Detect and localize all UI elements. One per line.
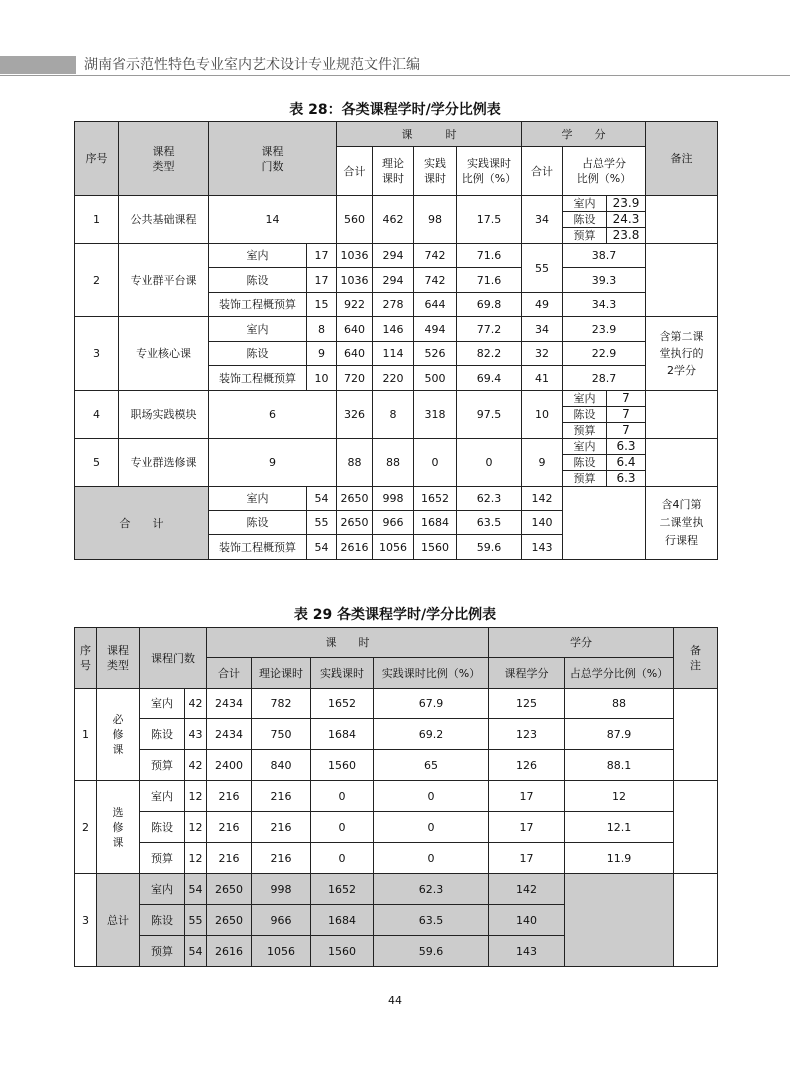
t29-h-credit-ratio: 占总学分比例（%） — [565, 658, 674, 689]
t28-r4-sub-label: 室内 — [563, 391, 607, 407]
t29-g1-total: 2434 — [207, 689, 252, 719]
t28-r4-sub-val: 7 — [607, 391, 646, 407]
t29-g3-credit: 143 — [489, 936, 565, 967]
t29-h-credits: 学分 — [489, 628, 674, 658]
t29-g3-name: 预算 — [140, 936, 185, 967]
t28-total-count: 55 — [307, 511, 337, 535]
t29-g1-practice: 1684 — [311, 719, 374, 750]
t28-r1-practice: 98 — [414, 196, 457, 244]
t28-r1-ratio: 17.5 — [457, 196, 522, 244]
t29-g3-count: 54 — [185, 936, 207, 967]
t28-r4-note — [646, 391, 718, 439]
t28-r5-sub-val: 6.4 — [607, 455, 646, 471]
t28-h-note: 备注 — [646, 122, 718, 196]
t28-total-credit: 143 — [522, 535, 563, 560]
t29-g1-ratio: 67.9 — [374, 689, 489, 719]
t28-r4-credit: 10 — [522, 391, 563, 439]
t28-r3-name: 装饰工程概预算 — [209, 366, 307, 391]
t28-total-count: 54 — [307, 487, 337, 511]
t28-h-count: 课程 门数 — [209, 122, 337, 196]
t29-g3-credit: 140 — [489, 905, 565, 936]
t28-r2-name: 陈设 — [209, 268, 307, 293]
t29-g2-type: 选 修 课 — [97, 781, 140, 874]
t28-h-type: 课程 类型 — [119, 122, 209, 196]
t28-r1-theory: 462 — [373, 196, 414, 244]
t28-r5-note — [646, 439, 718, 487]
t29-g3-theory: 966 — [252, 905, 311, 936]
t29-g2-name: 陈设 — [140, 812, 185, 843]
t28-r1-total: 560 — [337, 196, 373, 244]
t29-g3-practice: 1652 — [311, 874, 374, 905]
t28-h-theory: 理论 课时 — [373, 147, 414, 196]
t28-r2-name: 室内 — [209, 244, 307, 268]
t29-g1-credit: 126 — [489, 750, 565, 781]
t28-r1-sub-val: 24.3 — [607, 212, 646, 228]
t28-r3-count: 8 — [307, 317, 337, 342]
t29-g1-ratio: 69.2 — [374, 719, 489, 750]
t28-r2-type: 专业群平台课 — [119, 244, 209, 317]
t29-g3-total: 2650 — [207, 874, 252, 905]
t29-g3-count: 55 — [185, 905, 207, 936]
t29-g3-total: 2616 — [207, 936, 252, 967]
t28-total-credit: 142 — [522, 487, 563, 511]
t29-g3-theory: 998 — [252, 874, 311, 905]
t28-r3-practice: 500 — [414, 366, 457, 391]
t28-total-total: 2650 — [337, 487, 373, 511]
t28-r2-practice: 644 — [414, 293, 457, 317]
t29-g1-type: 必 修 课 — [97, 689, 140, 781]
t28-r2-count: 17 — [307, 244, 337, 268]
t28-r3-credit: 32 — [522, 342, 563, 366]
t29-g3-ratio: 62.3 — [374, 874, 489, 905]
t28-r2-total: 922 — [337, 293, 373, 317]
t28-r3-ratio: 77.2 — [457, 317, 522, 342]
t29-g2-credit: 17 — [489, 843, 565, 874]
t29-g1-total: 2400 — [207, 750, 252, 781]
table-row — [75, 317, 718, 342]
t28-r4-type: 职场实践模块 — [119, 391, 209, 439]
t28-r4-sub-val: 7 — [607, 407, 646, 423]
t28-r2-total: 1036 — [337, 244, 373, 268]
t28-r2-theory: 294 — [373, 268, 414, 293]
t29-g2-credit-ratio: 12 — [565, 781, 674, 812]
t29-g3-seq: 3 — [75, 874, 97, 967]
t28-h-hours: 课 时 — [337, 122, 522, 147]
t28-r1-sub-label: 陈设 — [563, 212, 607, 228]
t28-h-total: 合计 — [337, 147, 373, 196]
t28-r1-sub-val: 23.8 — [607, 228, 646, 244]
t29-g2-theory: 216 — [252, 843, 311, 874]
t28-r2-ratio: 71.6 — [457, 268, 522, 293]
t29-g1-practice: 1560 — [311, 750, 374, 781]
t28-r3-practice: 494 — [414, 317, 457, 342]
t28-r4-practice: 318 — [414, 391, 457, 439]
t29-g1-seq: 1 — [75, 689, 97, 781]
t29-g1-credit: 123 — [489, 719, 565, 750]
t29-g1-note — [674, 689, 718, 781]
t28-total-theory: 998 — [373, 487, 414, 511]
t28-r3-name: 室内 — [209, 317, 307, 342]
t28-h-credit-ratio: 占总学分 比例（%） — [563, 147, 646, 196]
t29-h-count: 课程门数 — [140, 628, 207, 689]
t28-r5-theory: 88 — [373, 439, 414, 487]
t28-h-credits: 学 分 — [522, 122, 646, 147]
t28-r4-ratio: 97.5 — [457, 391, 522, 439]
t29-h-note: 备 注 — [674, 628, 718, 689]
t28-total-theory: 966 — [373, 511, 414, 535]
t28-r2-credit-ratio: 34.3 — [563, 293, 646, 317]
table-row — [75, 487, 718, 511]
t28-r5-credit: 9 — [522, 439, 563, 487]
t28-total-ratio: 63.5 — [457, 511, 522, 535]
t28-r3-credit: 34 — [522, 317, 563, 342]
t29-g3-total: 2650 — [207, 905, 252, 936]
t28-r2-credit: 49 — [522, 293, 563, 317]
t29-g3-practice: 1684 — [311, 905, 374, 936]
table-row — [75, 439, 718, 455]
t29-g2-theory: 216 — [252, 812, 311, 843]
t28-r5-sub-val: 6.3 — [607, 439, 646, 455]
t28-r2-note — [646, 244, 718, 317]
t29-h-ratio: 实践课时比例（%） — [374, 658, 489, 689]
table28 — [74, 121, 718, 560]
t29-g1-name: 预算 — [140, 750, 185, 781]
t29-g2-practice: 0 — [311, 843, 374, 874]
t29-g2-name: 室内 — [140, 781, 185, 812]
t28-r1-seq: 1 — [75, 196, 119, 244]
t28-total-note: 含4门第 二课堂执 行课程 — [646, 487, 718, 560]
table29-caption: 表 29 各类课程学时/学分比例表 — [293, 607, 497, 623]
header-title: 湖南省示范性特色专业室内艺术设计专业规范文件汇编 — [84, 57, 420, 73]
t29-g2-count: 12 — [185, 843, 207, 874]
t28-r3-total: 640 — [337, 342, 373, 366]
t29-g3-type: 总计 — [97, 874, 140, 967]
t28-r3-note: 含第二课 堂执行的 2学分 — [646, 317, 718, 391]
t28-r5-seq: 5 — [75, 439, 119, 487]
t28-r2-ratio: 69.8 — [457, 293, 522, 317]
t29-g1-count: 42 — [185, 689, 207, 719]
t28-total-credit: 140 — [522, 511, 563, 535]
t28-total-count: 54 — [307, 535, 337, 560]
table-row — [75, 196, 718, 212]
t29-g2-seq: 2 — [75, 781, 97, 874]
t29-g3-credit: 142 — [489, 874, 565, 905]
t28-total-ratio: 62.3 — [457, 487, 522, 511]
t28-r2-count: 17 — [307, 268, 337, 293]
t29-g1-practice: 1652 — [311, 689, 374, 719]
t28-r2-theory: 278 — [373, 293, 414, 317]
t28-total-ratio: 59.6 — [457, 535, 522, 560]
t29-g1-credit-ratio: 88 — [565, 689, 674, 719]
t29-g1-theory: 782 — [252, 689, 311, 719]
t29-g2-ratio: 0 — [374, 781, 489, 812]
t28-r2-seq: 2 — [75, 244, 119, 317]
t28-r5-sub-val: 6.3 — [607, 471, 646, 487]
t29-h-total: 合计 — [207, 658, 252, 689]
t29-g3-note — [674, 874, 718, 967]
t28-r3-total: 640 — [337, 317, 373, 342]
t29-g2-count: 12 — [185, 812, 207, 843]
t28-r3-seq: 3 — [75, 317, 119, 391]
t29-g1-name: 室内 — [140, 689, 185, 719]
t29-g2-credit-ratio: 12.1 — [565, 812, 674, 843]
t29-g2-ratio: 0 — [374, 812, 489, 843]
t28-h-practice: 实践 课时 — [414, 147, 457, 196]
t29-g1-credit-ratio: 87.9 — [565, 719, 674, 750]
t28-r4-seq: 4 — [75, 391, 119, 439]
t28-r3-ratio: 82.2 — [457, 342, 522, 366]
t28-r1-sub-label: 预算 — [563, 228, 607, 244]
t28-h-ratio: 实践课时 比例（%） — [457, 147, 522, 196]
t28-r1-note — [646, 196, 718, 244]
t28-total-total: 2616 — [337, 535, 373, 560]
t29-h-type: 课程 类型 — [97, 628, 140, 689]
t28-r1-sub-label: 室内 — [563, 196, 607, 212]
table-row — [75, 244, 718, 268]
t28-r3-credit-ratio: 23.9 — [563, 317, 646, 342]
t29-g3-name: 室内 — [140, 874, 185, 905]
t29-g3-ratio: 59.6 — [374, 936, 489, 967]
t29-g3-theory: 1056 — [252, 936, 311, 967]
t28-r5-sub-label: 室内 — [563, 439, 607, 455]
t29-g2-note — [674, 781, 718, 874]
t28-r1-count: 14 — [209, 196, 337, 244]
t29-h-credit: 课程学分 — [489, 658, 565, 689]
t29-g2-credit: 17 — [489, 812, 565, 843]
t29-h-practice: 实践课时 — [311, 658, 374, 689]
t29-g1-total: 2434 — [207, 719, 252, 750]
t28-r5-count: 9 — [209, 439, 337, 487]
t29-g2-total: 216 — [207, 812, 252, 843]
t28-r2-practice: 742 — [414, 268, 457, 293]
t28-r3-theory: 114 — [373, 342, 414, 366]
t28-total-credit-ratio — [563, 487, 646, 560]
t28-r4-count: 6 — [209, 391, 337, 439]
t29-g2-name: 预算 — [140, 843, 185, 874]
t28-r3-credit: 41 — [522, 366, 563, 391]
t28-r3-type: 专业核心课 — [119, 317, 209, 391]
table-row — [75, 391, 718, 407]
t29-g1-ratio: 65 — [374, 750, 489, 781]
table29 — [74, 627, 718, 967]
t29-g1-theory: 750 — [252, 719, 311, 750]
page-number: 44 — [388, 994, 402, 1007]
t28-r4-sub-val: 7 — [607, 423, 646, 439]
t28-r4-sub-label: 陈设 — [563, 407, 607, 423]
t29-g1-name: 陈设 — [140, 719, 185, 750]
t28-r3-credit-ratio: 28.7 — [563, 366, 646, 391]
t28-r3-credit-ratio: 22.9 — [563, 342, 646, 366]
t28-total-practice: 1652 — [414, 487, 457, 511]
t28-r3-name: 陈设 — [209, 342, 307, 366]
t28-total-name: 室内 — [209, 487, 307, 511]
t28-r3-ratio: 69.4 — [457, 366, 522, 391]
t29-h-hours: 课 时 — [207, 628, 489, 658]
t28-r3-total: 720 — [337, 366, 373, 391]
table-row — [75, 689, 718, 719]
t29-g1-credit-ratio: 88.1 — [565, 750, 674, 781]
t28-r4-total: 326 — [337, 391, 373, 439]
t29-g3-name: 陈设 — [140, 905, 185, 936]
t28-r2-total: 1036 — [337, 268, 373, 293]
t29-g3-ratio: 63.5 — [374, 905, 489, 936]
t28-total-practice: 1684 — [414, 511, 457, 535]
t29-g1-credit: 125 — [489, 689, 565, 719]
t29-g2-ratio: 0 — [374, 843, 489, 874]
t28-total-practice: 1560 — [414, 535, 457, 560]
t29-g1-count: 43 — [185, 719, 207, 750]
t28-r5-type: 专业群选修课 — [119, 439, 209, 487]
table-row — [75, 781, 718, 812]
t28-r3-count: 10 — [307, 366, 337, 391]
t29-g2-credit: 17 — [489, 781, 565, 812]
t29-g2-count: 12 — [185, 781, 207, 812]
t28-r2-theory: 294 — [373, 244, 414, 268]
header-bar — [0, 56, 76, 74]
t28-h-credit-total: 合计 — [522, 147, 563, 196]
t28-r4-sub-label: 预算 — [563, 423, 607, 439]
t28-r2-name: 装饰工程概预算 — [209, 293, 307, 317]
header-rule — [0, 75, 790, 76]
t29-h-seq: 序 号 — [75, 628, 97, 689]
t29-g2-total: 216 — [207, 843, 252, 874]
t29-g2-practice: 0 — [311, 812, 374, 843]
t28-h-seq: 序号 — [75, 122, 119, 196]
t28-r1-credit: 34 — [522, 196, 563, 244]
t28-r2-credit-ratio: 38.7 — [563, 244, 646, 268]
t28-r3-count: 9 — [307, 342, 337, 366]
t28-total-theory: 1056 — [373, 535, 414, 560]
t28-r2-practice: 742 — [414, 244, 457, 268]
t28-r5-sub-label: 预算 — [563, 471, 607, 487]
t28-r2-count: 15 — [307, 293, 337, 317]
t29-g3-credit-ratio — [565, 874, 674, 967]
table28-caption: 表 28：各类课程学时/学分比例表 — [289, 102, 501, 118]
t28-total-total: 2650 — [337, 511, 373, 535]
t28-r5-total: 88 — [337, 439, 373, 487]
t28-r3-theory: 146 — [373, 317, 414, 342]
t28-r3-practice: 526 — [414, 342, 457, 366]
t28-r5-ratio: 0 — [457, 439, 522, 487]
t28-r1-sub-val: 23.9 — [607, 196, 646, 212]
t28-total-label: 合 计 — [75, 487, 209, 560]
t28-r4-theory: 8 — [373, 391, 414, 439]
t28-r1-type: 公共基础课程 — [119, 196, 209, 244]
t29-g3-count: 54 — [185, 874, 207, 905]
t29-h-theory: 理论课时 — [252, 658, 311, 689]
t29-g1-count: 42 — [185, 750, 207, 781]
t29-g1-theory: 840 — [252, 750, 311, 781]
t28-r3-theory: 220 — [373, 366, 414, 391]
t28-r2-ratio: 71.6 — [457, 244, 522, 268]
t29-g3-practice: 1560 — [311, 936, 374, 967]
t29-g2-credit-ratio: 11.9 — [565, 843, 674, 874]
t28-r5-practice: 0 — [414, 439, 457, 487]
t28-total-name: 陈设 — [209, 511, 307, 535]
t28-r2-credit: 55 — [522, 244, 563, 293]
t29-g2-total: 216 — [207, 781, 252, 812]
t28-r5-sub-label: 陈设 — [563, 455, 607, 471]
t28-r2-credit-ratio: 39.3 — [563, 268, 646, 293]
t28-total-name: 装饰工程概预算 — [209, 535, 307, 560]
table-row — [75, 874, 718, 905]
t29-g2-practice: 0 — [311, 781, 374, 812]
t29-g2-theory: 216 — [252, 781, 311, 812]
